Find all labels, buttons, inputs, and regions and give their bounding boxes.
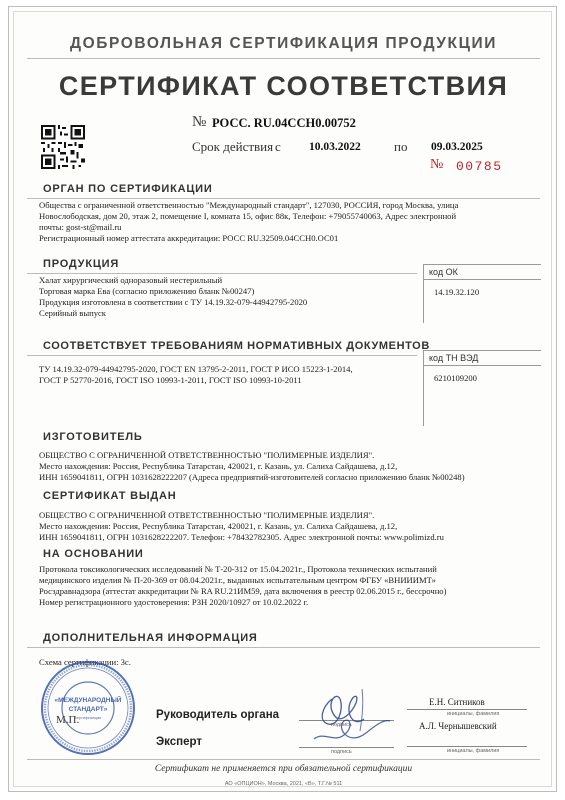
certification-scheme: Схема сертификации: 3с.	[39, 657, 131, 667]
certificate-page	[8, 6, 557, 792]
organ-section-title: ОРГАН ПО СЕРТИФИКАЦИИ	[43, 183, 213, 195]
footer-note: Сертификат не применяется при обязательной сертификации	[154, 764, 413, 774]
validity-to-label: по	[394, 139, 408, 154]
basis-section-title: НА ОСНОВАНИИ	[43, 548, 144, 560]
printer-imprint: АО «ОПЦИОН», Москва, 2021, «В», Т.Г.№ 511	[224, 781, 343, 787]
cert-number-label: №	[192, 114, 207, 130]
signature-caption: подпись	[331, 722, 352, 728]
expert-label: Эксперт	[156, 736, 203, 748]
manufacturer-details: ОБЩЕСТВО С ОГРАНИЧЕННОЙ ОТВЕТСТВЕННОСТЬЮ "ПОЛИМЕРНЫЕ ИЗДЕЛИЯ". Место нахождения: Россия, Республика Татарстан, 420021, г. Казань, ул. Салиха Сайдашева, д.12, ИНН 1659041811, ОГРН 1031628222207 (Адреса предприятий-изготовителей согласно приложению бланк №00248)	[39, 450, 465, 482]
date-to: 09.03.2025	[431, 141, 483, 153]
divider	[27, 58, 540, 59]
cert-number: РОСС. RU.04ССН0.00752	[212, 116, 356, 130]
certificate-title: СЕРТИФИКАТ СООТВЕТСТВИЯ	[58, 71, 509, 101]
qr-code-icon	[41, 125, 85, 169]
additional-section-title: ДОПОЛНИТЕЛЬНАЯ ИНФОРМАЦИЯ	[43, 632, 258, 644]
signature-caption: подпись	[331, 749, 352, 755]
organ-details: Общества с ограниченной ответственностью "Международный стандарт", 127030, РОССИЯ, город Москва, улица Новослободская, дом 20, этаж 2, помещение I, комната 15, офис 88к, Телефон: +79055740063, Адрес электронной почты: gost-st@mail.ru Регистрационный номер аттестата аккредитации: РОСС RU.32509.04ССН0.ОС01	[39, 200, 459, 243]
tnved-code-box	[423, 350, 541, 426]
divider	[27, 647, 540, 648]
issued-details: ОБЩЕСТВО С ОГРАНИЧЕННОЙ ОТВЕТСТВЕННОСТЬЮ "ПОЛИМЕРНЫЕ ИЗДЕЛИЯ". Место нахождения: Россия, Республика Татарстан, 420021, г. Казань, ул. Салиха Сайдашева, д.12, ИНН 1659041811, ОГРН 1031628222207. Телефон: +78432782305. Адрес электронной почты: www.polimizd.ru	[39, 510, 444, 542]
handwritten-signature-icon	[304, 669, 394, 754]
stamp-seal-icon	[39, 659, 137, 757]
divider	[27, 273, 417, 274]
tnved-code-label: код ТН ВЭД	[429, 353, 479, 363]
okpd-code-label: код ОК	[429, 267, 458, 277]
divider	[27, 759, 540, 760]
manufacturer-section-title: ИЗГОТОВИТЕЛЬ	[43, 431, 143, 443]
svg-text:СТАНДАРТ»: СТАНДАРТ»	[68, 706, 108, 713]
issued-section-title: СЕРТИФИКАТ ВЫДАН	[43, 490, 177, 502]
date-from: 10.03.2022	[309, 141, 361, 153]
okpd-code: 14.19.32.120	[434, 287, 480, 297]
divider	[27, 198, 540, 199]
validity-label: Срок действия	[192, 139, 274, 154]
divider	[27, 355, 417, 356]
okpd-code-box	[423, 264, 541, 323]
requirements-section-title: СООТВЕТСТВУЕТ ТРЕБОВАНИЯМ НОРМАТИВНЫХ ДОКУМЕНТОВ	[43, 340, 430, 352]
blank-number: 00785	[456, 159, 503, 174]
requirements-details: ТУ 14.19.32-079-44942795-2020, ГОСТ EN 13795-2-2011, ГОСТ Р ИСО 15223-1-2014, ГОСТ Р 52770-2016, ГОСТ ISO 10993-1-2011, ГОСТ ISO 10993-10-2011	[39, 364, 353, 385]
head-name: Е.Н. Ситников	[429, 697, 485, 707]
initials-caption: инициалы, фамилия	[447, 748, 500, 754]
product-details: Халат хирургический одноразовый нестерильный Торговая марка Ева (согласно приложению бланк №00247) Продукция изготовлена в соответствии с ТУ 14.19.32-079-44942795-2020 Серийный выпуск	[39, 275, 308, 318]
validity-from-label: с	[275, 139, 281, 154]
certification-type-heading: ДОБРОВОЛЬНАЯ СЕРТИФИКАЦИЯ ПРОДУКЦИИ	[69, 35, 498, 52]
initials-caption: инициалы, фамилия	[447, 711, 500, 717]
svg-text:сертификация: сертификация	[74, 715, 102, 720]
head-of-organ-label: Руководитель органа	[156, 709, 280, 721]
tnved-code: 6210109200	[434, 373, 477, 383]
product-section-title: ПРОДУКЦИЯ	[43, 258, 120, 270]
blank-number-label: №	[430, 157, 444, 172]
basis-details: Протокола токсикологических исследований № Т-20-312 от 15.04.2021г., Протокола технических испытаний медицинского изделия № П-20-369 от 08.04.2021г., выданных испытательным центром ФГБУ «ВНИИИМТ» Росздравнадзора (аттестат аккредитации № RA RU.21ИМ59, дата включения в реестр 02.06.2015 г., бессрочно) Номер регистрационного удостоверения: РЗН 2020/10927 от 10.02.2022 г.	[39, 564, 447, 607]
mp-label: М.П.	[56, 714, 80, 726]
svg-text:«МЕЖДУНАРОДНЫЙ: «МЕЖДУНАРОДНЫЙ	[54, 697, 122, 704]
expert-name: А.Л. Чернышевский	[419, 721, 497, 731]
